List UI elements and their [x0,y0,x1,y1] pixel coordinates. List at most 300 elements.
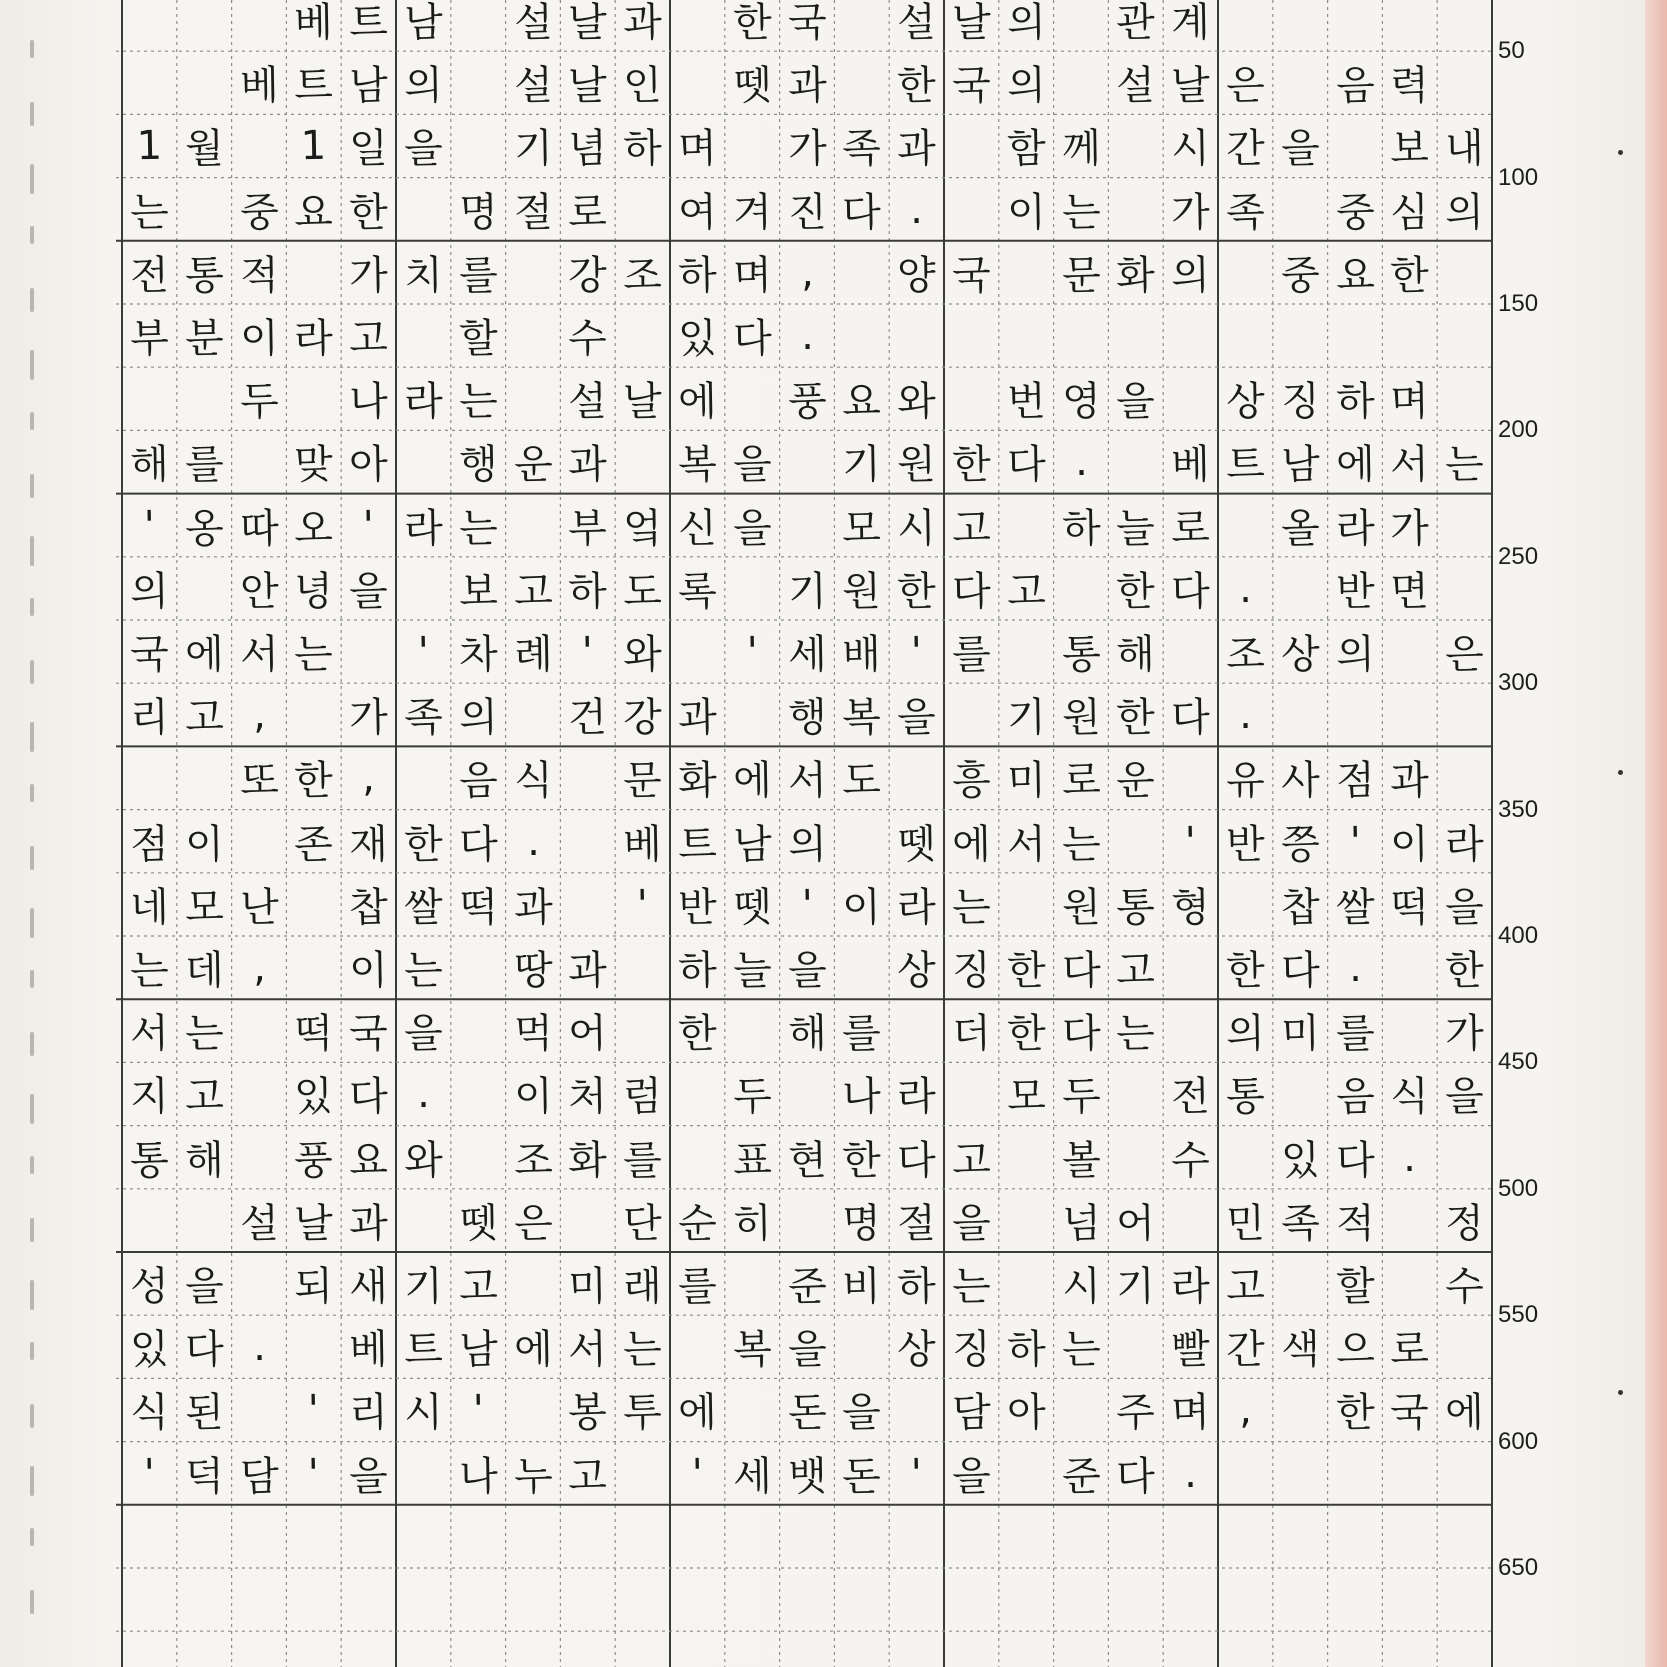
manuscript-char: 넘 [1061,1200,1101,1248]
manuscript-char: 올 [1280,505,1320,553]
manuscript-char [615,936,671,1000]
manuscript-char: 날 [1170,62,1211,110]
manuscript-char: 존 [294,821,334,869]
line-count-label: 550 [1498,1301,1539,1329]
manuscript-char: 의 [1225,1010,1266,1058]
manuscript-char [560,872,616,936]
manuscript-char: 원 [1061,884,1101,932]
manuscript-char [1108,177,1164,241]
manuscript-char: 날 [568,62,608,110]
manuscript-char: 흥 [951,758,992,805]
manuscript-char [286,936,342,1000]
manuscript-char: 조 [622,252,663,300]
manuscript-char: 보 [458,568,498,616]
manuscript-char [176,51,232,115]
manuscript-char: 에 [513,1326,553,1374]
manuscript-char: 순 [677,1200,718,1248]
manuscript-char: 국 [348,1010,389,1058]
manuscript-char: 건 [568,694,608,742]
manuscript-char: 에 [677,1390,718,1437]
manuscript-char [1437,240,1493,304]
manuscript-char: 반 [1225,821,1266,869]
line-count-label: 350 [1498,795,1539,823]
manuscript-char: 다 [1116,1453,1156,1501]
manuscript-char: 날 [622,378,663,426]
manuscript-char [505,493,561,557]
manuscript-char [505,1378,561,1442]
manuscript-char: 복 [842,694,882,742]
manuscript-char: 배 [842,631,882,679]
manuscript-char: 며 [1170,1390,1211,1437]
manuscript-char: 음 [1335,1074,1375,1121]
manuscript-char: 과 [896,126,937,173]
manuscript-char: 는 [458,505,498,553]
manuscript-char: ' [746,628,759,675]
manuscript-char: ' [362,502,375,549]
manuscript-char: 기 [787,568,827,616]
line-count-label: 100 [1498,163,1539,191]
manuscript-char: 나 [842,1074,882,1121]
manuscript-char [834,1315,890,1379]
manuscript-char [395,1188,451,1252]
manuscript-char [998,1125,1054,1189]
margin-dot [1618,1390,1623,1395]
manuscript-char: 심 [1390,189,1430,237]
manuscript-char: 미 [1280,1010,1320,1058]
manuscript-char: 아 [348,442,389,489]
manuscript-char [1163,620,1219,684]
manuscript-char [669,51,725,115]
manuscript-char: 을 [951,1453,992,1501]
manuscript-char: 는 [129,189,170,237]
manuscript-char: 지 [129,1074,170,1121]
manuscript-char: 영 [1061,378,1101,426]
manuscript-char: . [1238,691,1253,738]
manuscript-char: 단 [622,1200,663,1248]
manuscript-char: 남 [348,62,389,110]
manuscript-char: 의 [1444,189,1485,237]
manuscript-char: 날 [951,0,992,47]
manuscript-char: 절 [896,1200,937,1248]
manuscript-char: 트 [348,0,389,47]
manuscript-char [176,556,232,620]
manuscript-char [669,1315,725,1379]
manuscript-char: 족 [403,694,444,742]
manuscript-char: 고 [458,1263,498,1311]
manuscript-char: 과 [677,694,718,742]
manuscript-char: 에 [1335,442,1375,489]
manuscript-char: 수 [1444,1263,1485,1311]
manuscript-char: 처 [568,1074,608,1121]
manuscript-char [505,304,561,368]
manuscript-char: 점 [1335,758,1375,805]
manuscript-char: 날 [568,0,608,47]
manuscript-char: 이 [1006,189,1046,237]
manuscript-char: 에 [184,631,224,679]
manuscript-char [231,0,287,52]
manuscript-char [943,1062,999,1126]
manuscript-char: 할 [1335,1263,1375,1311]
manuscript-char [395,430,451,494]
manuscript-char: 징 [1280,378,1320,426]
manuscript-char: 새 [348,1263,389,1311]
manuscript-char [176,177,232,241]
manuscript-char: 를 [458,252,498,300]
manuscript-char [779,1188,835,1252]
manuscript-char: 통 [129,1137,170,1185]
manuscript-char: 다 [842,189,882,237]
manuscript-char: 다 [1061,1010,1101,1058]
manuscript-char: 을 [1444,884,1485,932]
manuscript-char: 해 [184,1137,224,1185]
manuscript-char [1217,872,1273,936]
manuscript-char: 두 [1061,1074,1101,1121]
manuscript-char: 돈 [842,1453,882,1501]
manuscript-char: 담 [239,1453,279,1501]
manuscript-char [505,240,561,304]
manuscript-char: 트 [677,821,718,869]
manuscript-char [615,1441,671,1505]
manuscript-char [724,1252,780,1316]
manuscript-char: 다 [732,315,772,363]
manuscript-char: 늘 [1116,505,1156,553]
manuscript-char [176,746,232,810]
manuscript-char: 는 [1061,1326,1101,1374]
manuscript-char: 는 [951,884,992,932]
manuscript-char: 을 [951,1200,992,1248]
manuscript-char [779,493,835,557]
manuscript-char [1272,177,1328,241]
manuscript-char: 을 [403,1010,444,1058]
manuscript-char [176,0,232,52]
manuscript-char: 을 [732,505,772,553]
manuscript-char: 늘 [732,947,772,995]
manuscript-char: 수 [1170,1137,1211,1185]
manuscript-char: 하 [677,252,718,300]
manuscript-char: 과 [787,62,827,110]
manuscript-char [1272,1378,1328,1442]
manuscript-char: , [361,754,376,802]
manuscript-char: 설 [896,0,937,47]
manuscript-char: 운 [1116,758,1156,805]
line-count-label: 250 [1498,542,1539,570]
manuscript-char [176,367,232,431]
manuscript-char: 으 [1335,1326,1375,1374]
manuscript-char [669,1125,725,1189]
manuscript-char [450,999,506,1063]
manuscript-char: 날 [294,1200,334,1248]
manuscript-char: 면 [1390,568,1430,616]
manuscript-char [1382,620,1438,684]
manuscript-char: 모 [1006,1074,1046,1121]
manuscript-char: 뱃 [787,1453,827,1501]
manuscript-char: 차 [458,631,498,679]
manuscript-char [889,746,945,810]
manuscript-char [1382,1188,1438,1252]
manuscript-char [724,114,780,178]
manuscript-char: 과 [348,1200,389,1248]
manuscript-char: 라 [1335,505,1375,553]
manuscript-char: 또 [239,758,279,805]
manuscript-char: 가 [1390,505,1430,553]
manuscript-char: 이 [1390,821,1430,869]
manuscript-char: 라 [1444,821,1485,869]
manuscript-char: 시 [896,505,937,553]
manuscript-char: 에 [951,821,992,869]
manuscript-char: 베 [348,1326,389,1374]
manuscript-char [1217,493,1273,557]
manuscript-char: 시 [1061,1263,1101,1311]
manuscript-char: 도 [622,568,663,616]
manuscript-char [1163,936,1219,1000]
manuscript-char: 족 [1280,1200,1320,1248]
manuscript-char [779,1062,835,1126]
manuscript-char: ' [143,1450,156,1497]
manuscript-char [669,1062,725,1126]
line-count-label: 650 [1498,1554,1539,1581]
manuscript-char: 라 [896,1074,937,1121]
manuscript-char: 국 [951,62,992,110]
manuscript-char: 행 [458,442,498,489]
manuscript-char: 수 [568,315,608,363]
manuscript-char: 을 [1280,126,1320,173]
manuscript-char: 로 [568,189,608,237]
manuscript-char: 설 [513,62,553,110]
manuscript-char: 반 [1335,568,1375,616]
manuscript-char: 와 [896,378,937,426]
manuscript-char: 이 [239,315,279,363]
manuscript-char: 와 [622,631,663,679]
manuscript-char: 다 [1280,947,1320,995]
manuscript-char: 는 [951,1263,992,1311]
manuscript-char: 운 [513,442,553,489]
manuscript-char: 베 [294,0,334,47]
manuscript-char: 트 [294,62,334,110]
manuscript-char [943,683,999,747]
manuscript-char: 민 [1225,1200,1266,1248]
manuscript-char: 번 [1006,378,1046,426]
manuscript-char: 한 [1006,1010,1046,1058]
manuscript-char: 해 [1116,631,1156,679]
manuscript-char: ' [636,881,649,928]
manuscript-char: ' [910,1450,923,1497]
manuscript-char: 통 [184,252,224,300]
manuscript-char: 라 [896,884,937,932]
manuscript-char: 강 [622,694,663,742]
manuscript-char: 징 [951,1326,992,1374]
manuscript-char: . [1238,565,1253,612]
manuscript-char [998,872,1054,936]
manuscript-char: 록 [677,568,718,616]
manuscript-char: 데 [184,947,224,995]
manuscript-char [286,683,342,747]
manuscript-char: 표 [732,1137,772,1185]
manuscript-char: 리 [348,1390,389,1437]
manuscript-char: 중 [239,189,279,237]
manuscript-char: 가 [348,694,389,742]
manuscript-char: 에 [732,758,772,805]
manuscript-char: 부 [568,505,608,553]
manuscript-char [998,240,1054,304]
manuscript-char: . [526,818,540,865]
line-count-label: 200 [1498,416,1539,444]
manuscript-char [943,367,999,431]
manuscript-char [395,746,451,810]
manuscript-char: ' [307,1450,320,1497]
manuscript-char: 하 [568,568,608,616]
manuscript-char: 국 [951,252,992,300]
manuscript-char [505,1252,561,1316]
manuscript-char [724,1378,780,1442]
manuscript-char: 현 [787,1137,827,1185]
manuscript-char: , [252,944,266,991]
manuscript-char [1272,1252,1328,1316]
manuscript-char: 된 [184,1390,224,1437]
manuscript-char: 다 [1335,1137,1375,1185]
manuscript-char [998,620,1054,684]
manuscript-char: 을 [732,442,772,489]
manuscript-char: 족 [842,126,882,173]
margin-dot [1618,150,1623,155]
manuscript-char [998,1252,1054,1316]
manuscript-char: 고 [1116,947,1156,995]
manuscript-char: 라 [294,315,334,363]
manuscript-char: 를 [622,1137,663,1185]
manuscript-char [1108,430,1164,494]
manuscript-char: 서 [568,1326,608,1374]
manuscript-char: 두 [239,378,279,426]
manuscript-char: 조 [1225,631,1266,679]
manuscript-char: 는 [1061,821,1101,869]
manuscript-char: 명 [842,1200,882,1248]
manuscript-char: 고 [348,315,389,363]
manuscript-char [1217,240,1273,304]
manuscript-char: 한 [1116,694,1156,742]
manuscript-char [834,240,890,304]
manuscript-char: ' [472,1386,485,1434]
manuscript-char: 누 [513,1453,553,1501]
manuscript-char: 식 [1390,1074,1430,1121]
manuscript-char: 네 [129,884,170,932]
manuscript-char: 아 [1006,1390,1046,1437]
manuscript-char: 한 [1335,1390,1375,1437]
manuscript-char: 나 [458,1453,498,1501]
manuscript-char: 녕 [294,568,334,616]
manuscript-char: 뗏 [458,1200,498,1248]
manuscript-char: 떡 [458,884,498,932]
manuscript-char [998,1188,1054,1252]
manuscript-char: 한 [348,189,389,237]
manuscript-char: 의 [403,62,444,110]
manuscript-char: 과 [1390,758,1430,805]
manuscript-char: 다 [1006,442,1046,489]
manuscript-char [1217,1125,1273,1189]
manuscript-char: 안 [239,568,279,616]
manuscript-char [1053,51,1109,115]
manuscript-char [724,367,780,431]
manuscript-char [395,177,451,241]
line-count-label: 150 [1498,290,1539,317]
manuscript-char: 리 [129,694,170,742]
manuscript-char [560,1188,616,1252]
manuscript-char: 화 [568,1137,608,1185]
manuscript-char: ' [307,1386,320,1434]
manuscript-char: 강 [568,252,608,300]
manuscript-char: 해 [129,442,170,489]
manuscript-char: 에 [677,378,718,426]
manuscript-char: 하 [1061,505,1101,553]
manuscript-char: 어 [568,1010,608,1058]
manuscript-char: 의 [458,694,498,742]
manuscript-char: 트 [1225,442,1266,489]
manuscript-char: 투 [622,1390,663,1437]
manuscript-char: 다 [348,1074,389,1121]
manuscript-char: 라 [403,505,444,553]
manuscript-char: 떡 [1390,884,1430,932]
manuscript-char: 는 [622,1326,663,1374]
manuscript-char: 원 [896,442,937,489]
manuscript-char [121,1188,177,1252]
manuscript-char: 를 [1335,1010,1375,1058]
manuscript-char: 엌 [622,505,663,553]
manuscript-char: 돈 [787,1390,827,1437]
manuscript-char: 설 [568,378,608,426]
manuscript-char: 요 [1335,252,1375,300]
manuscript-char: 한 [403,821,444,869]
manuscript-char: 이 [513,1074,553,1121]
manuscript-char: 한 [951,442,992,489]
manuscript-char: ' [801,881,813,928]
manuscript-char: 베 [622,821,663,869]
manuscript-char: 서 [239,631,279,679]
manuscript-char: 기 [842,442,882,489]
manuscript-char: ' [143,502,156,549]
manuscript-char: 다 [1170,568,1211,616]
manuscript-char: 국 [129,631,170,679]
manuscript-char: 찹 [1280,884,1320,932]
manuscript-char: 통 [1225,1074,1266,1121]
manuscript-char: 하 [1335,378,1375,426]
manuscript-char: 한 [294,758,334,805]
manuscript-char: ' [581,628,594,675]
manuscript-char: 일 [348,126,389,173]
manuscript-char: 겨 [732,189,772,237]
manuscript-char [286,1315,342,1379]
manuscript-char: 고 [951,1137,992,1185]
manuscript-char: 가 [348,252,389,300]
manuscript-char [1163,367,1219,431]
manuscript-char [231,809,287,873]
manuscript-char: 명 [458,189,498,237]
manuscript-char: 주 [1116,1390,1156,1437]
manuscript-char: 과 [622,0,663,47]
manuscript-char: 설 [239,1200,279,1248]
manuscript-char: 화 [1116,252,1156,300]
manuscript-char [450,0,506,52]
manuscript-char: 는 [1061,189,1101,237]
manuscript-char: 오 [294,505,334,553]
manuscript-char: 을 [1444,1074,1485,1121]
manuscript-char: 보 [1390,126,1430,173]
manuscript-char [615,304,671,368]
manuscript-char: 을 [1116,378,1156,426]
manuscript-char: 의 [787,821,827,869]
manuscript-char [1053,1378,1109,1442]
manuscript-char [505,683,561,747]
manuscript-char: 색 [1280,1326,1320,1374]
manuscript-char [669,0,725,52]
manuscript-char: 해 [787,1010,827,1058]
